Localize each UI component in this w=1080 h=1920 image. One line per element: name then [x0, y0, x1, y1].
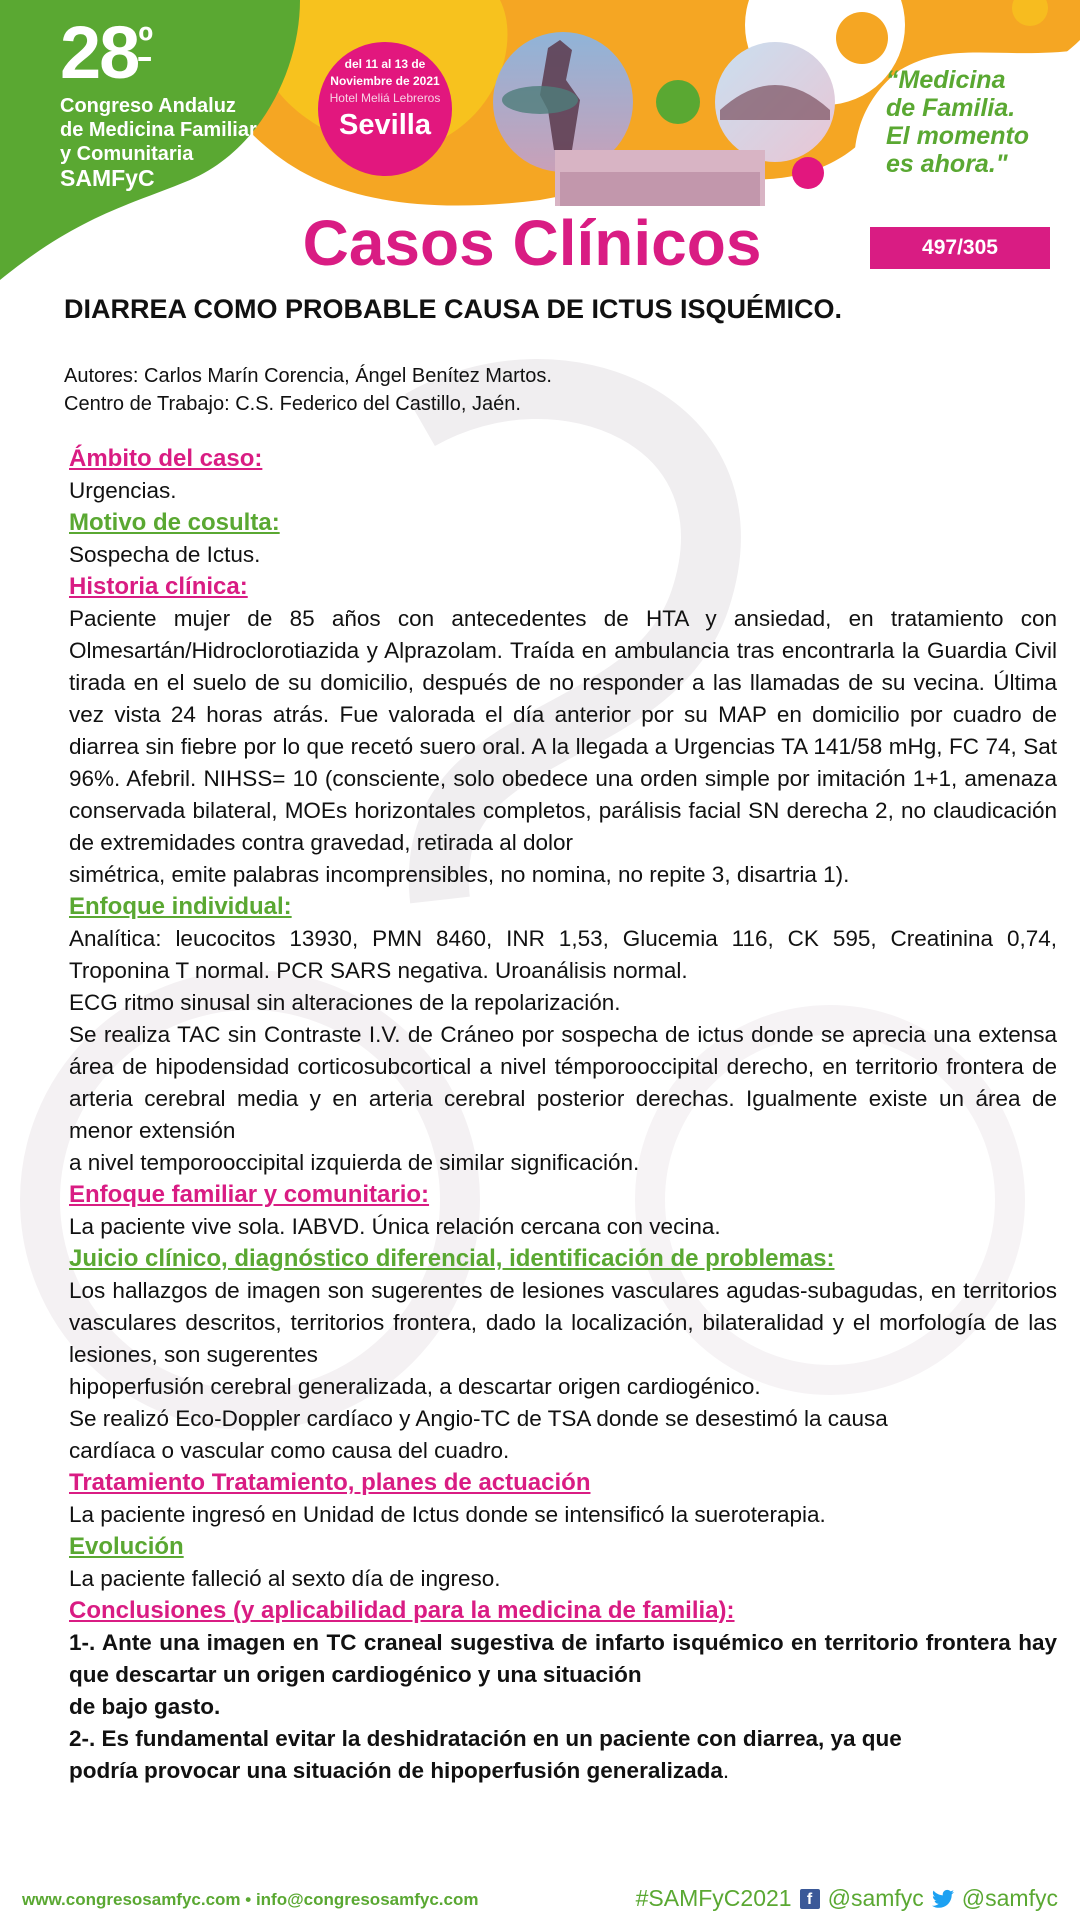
edition-ordinal: º	[138, 20, 151, 64]
reference-badge: 497/305	[870, 227, 1050, 269]
pink-dot-shape	[792, 157, 824, 189]
page-title: Casos Clínicos	[302, 207, 762, 279]
heading-enfoque-familiar: Enfoque familiar y comunitario:	[69, 1181, 430, 1208]
heading-enfoque-individual: Enfoque individual:	[69, 893, 292, 920]
text-historia: Paciente mujer de 85 años con antecedentes de HTA y ansiedad, en tratamiento con Olmesartán/Hidroclorotiazida y Alprazolam. Traída en ambulancia tras encontrarla la Guardia Civil tirada en el suelo de su domicilio, después de no responder a las llamadas de su vecina. Última vez vista 24 horas atrás. Fue valorada el día anterior por su MAP en domicilio por cuadro de diarrea sin fiebre por lo que recetó suero oral. A la llegada a Urgencias TA 141/58 mHg, FC 74, Sat 96%. Afebril. NIHSS= 10 (consciente, solo obedece una orden simple por imitación 1+1, amenaza conservada bilateral, MOEs horizontales completos, parálisis facial SN derecha 2, no claudicación de extremidades contra gravedad, retirada al dolor	[69, 606, 1057, 855]
text-historia-last: simétrica, emite palabras incomprensibles, no nomina, no repite 3, disartria 1).	[69, 862, 850, 887]
heading-conclusiones: Conclusiones (y aplicabilidad para la medicina de familia):	[69, 1597, 735, 1624]
badge-dates: del 11 al 13 de	[344, 57, 426, 71]
heading-ambito: Ámbito del caso:	[69, 445, 263, 472]
text-tratamiento: La paciente ingresó en Unidad de Ictus donde se intensificó la sueroterapia.	[69, 1502, 826, 1527]
facebook-icon[interactable]: f	[800, 1889, 820, 1909]
text-evolucion: La paciente falleció al sexto día de ingreso.	[69, 1566, 501, 1591]
badge-city: Sevilla	[339, 109, 431, 141]
congress-org: SAMFyC	[60, 165, 155, 191]
text-motivo: Sospecha de Ictus.	[69, 542, 261, 567]
conclusion-1: 1-. Ante una imagen en TC craneal sugestiva de infarto isquémico en territorio frontera hay que descartar un origen cardiogénico y una situación	[69, 1630, 1057, 1687]
date-badge	[318, 42, 452, 176]
text-juicio-2-last: cardíaca o vascular como causa del cuadro.	[69, 1438, 510, 1463]
text-enfoque-2-last: a nivel temporooccipital izquierda de similar significación.	[69, 1150, 640, 1175]
case-title: DIARREA COMO PROBABLE CAUSA DE ICTUS ISQUÉMICO.	[64, 294, 843, 324]
heading-evolucion: Evolución	[69, 1533, 184, 1560]
workplace: Centro de Trabajo: C.S. Federico del Castillo, Jaén.	[64, 393, 521, 415]
slogan-line-3: El momento	[886, 122, 1030, 150]
heading-motivo: Motivo de cosulta:	[69, 509, 280, 536]
footer	[0, 1880, 1080, 1920]
text-juicio-1: Los hallazgos de imagen son sugerentes de lesiones vasculares agudas-subagudas, en territorios vasculares descritos, territorios frontera, dado la localización, bilateralidad y el morfología de las lesiones, son sugerentes	[69, 1278, 1057, 1367]
facebook-handle[interactable]: @samfyc	[827, 1885, 924, 1911]
case-body	[69, 443, 1057, 1787]
twitter-icon[interactable]	[932, 1889, 954, 1909]
conclusion-2-last: podría provocar una situación de hipoperfusión generalizada	[69, 1758, 723, 1783]
congress-line-3: y Comunitaria	[60, 143, 194, 165]
slogan	[886, 66, 1029, 178]
congress-line-1: Congreso Andaluz	[60, 95, 236, 117]
conclusion-1-last: de bajo gasto.	[69, 1694, 221, 1719]
building-block-2	[560, 172, 760, 206]
orange-dot-shape	[836, 12, 888, 64]
heading-juicio-clinico: Juicio clínico, diagnóstico diferencial, identificación de problemas:	[69, 1245, 835, 1272]
heading-tratamiento: Tratamiento Tratamiento, planes de actuación	[69, 1469, 591, 1496]
badge-month: Noviembre de 2021	[330, 74, 440, 88]
website-email[interactable]: www.congresosamfyc.com • info@congresosamfyc.com	[22, 1890, 479, 1909]
conclusion-2-period: .	[722, 1758, 730, 1783]
slogan-line-4: es ahora."	[886, 150, 1008, 178]
green-dot-shape	[656, 80, 700, 124]
congress-brand	[60, 11, 257, 191]
conclusion-2-last-line	[69, 1755, 1057, 1787]
text-juicio-1-last: hipoperfusión cerebral generalizada, a descartar origen cardiogénico.	[69, 1374, 761, 1399]
heading-historia: Historia clínica:	[69, 573, 248, 600]
text-enfoque-familiar: La paciente vive sola. IABVD. Única relación cercana con vecina.	[69, 1214, 721, 1239]
text-enfoque-1-last: ECG ritmo sinusal sin alteraciones de la repolarización.	[69, 990, 621, 1015]
badge-venue: Hotel Meliá Lebreros	[329, 91, 441, 105]
slogan-line-2: de Familia.	[886, 94, 1016, 122]
slogan-line-1: “Medicina	[886, 66, 1006, 94]
text-ambito: Urgencias.	[69, 478, 177, 503]
statue-disc	[502, 86, 578, 114]
text-enfoque-2: Se realiza TAC sin Contraste I.V. de Cráneo por sospecha de ictus donde se aprecia una extensa área de hipodensidad corticosubcortical a nivel témporooccipital derecho, en territorio frontera de arteria cerebral media y en arteria cerebral posterior derechas. Igualmente existe un área de menor extensión	[69, 1022, 1057, 1143]
authors: Autores: Carlos Marín Corencia, Ángel Benítez Martos.	[64, 365, 552, 387]
text-juicio-2: Se realizó Eco-Doppler cardíaco y Angio-TC de TSA donde se desestimó la causa	[69, 1406, 888, 1431]
edition-number: $28^º$	[60, 11, 151, 94]
authorship	[64, 362, 552, 418]
conclusion-2: 2-. Es fundamental evitar la deshidratación en un paciente con diarrea, ya que	[69, 1726, 902, 1751]
hashtag[interactable]: #SAMFyC2021	[635, 1885, 792, 1911]
congress-line-2: de Medicina Familiar	[60, 119, 257, 141]
twitter-handle[interactable]: @samfyc	[961, 1885, 1058, 1911]
text-enfoque-1: Analítica: leucocitos 13930, PMN 8460, INR 1,53, Glucemia 116, CK 595, Creatinina 0,74, Troponina T normal. PCR SARS negativa. Uroanálisis normal.	[69, 926, 1057, 983]
social-links	[636, 1885, 1058, 1912]
